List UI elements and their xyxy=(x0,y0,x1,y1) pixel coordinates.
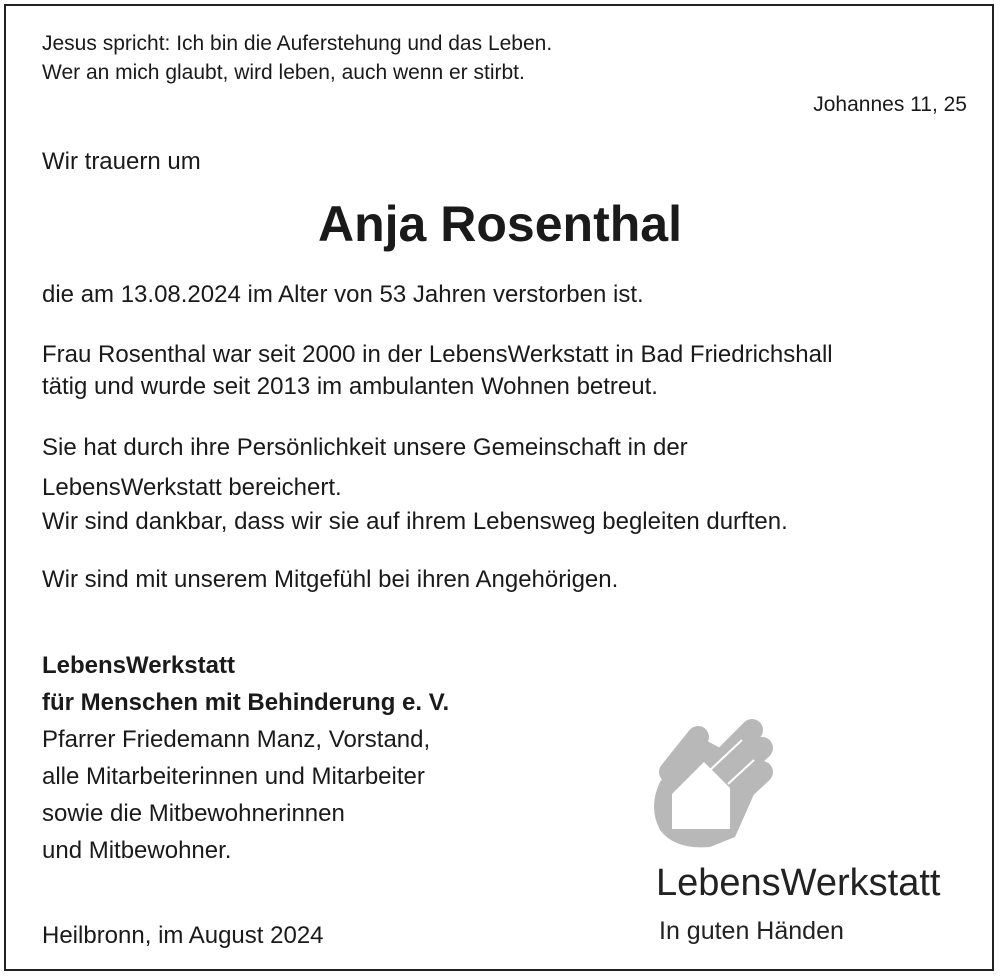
place-date: Heilbronn, im August 2024 xyxy=(42,922,324,949)
quote-line-1: Jesus spricht: Ich bin die Auferstehung und das Leben. xyxy=(42,32,553,55)
intro-text: Wir trauern um xyxy=(42,148,201,175)
paragraph-2-line-1: Frau Rosenthal war seit 2000 in der LebensWerkstatt in Bad Friedrichshall xyxy=(42,341,833,368)
paragraph-1-line-1: die am 13.08.2024 im Alter von 53 Jahren verstorben ist. xyxy=(42,281,644,308)
hand-house-logo-icon xyxy=(630,712,780,852)
signature-line-2: alle Mitarbeiterinnen und Mitarbeiter xyxy=(42,763,425,790)
logo-name: LebensWerkstatt xyxy=(656,862,941,904)
paragraph-3-line-2: LebensWerkstatt bereichert. xyxy=(42,474,342,501)
signature-line-3: sowie die Mitbewohnerinnen xyxy=(42,800,345,827)
quote-reference: Johannes 11, 25 xyxy=(813,93,967,116)
signature-line-1: Pfarrer Friedemann Manz, Vorstand, xyxy=(42,726,431,753)
signature-org-line-1: LebensWerkstatt xyxy=(42,652,235,679)
logo-tagline: In guten Händen xyxy=(659,917,844,945)
deceased-name: Anja Rosenthal xyxy=(318,196,682,252)
quote-line-2: Wer an mich glaubt, wird leben, auch wenn er stirbt. xyxy=(42,61,525,84)
signature-line-4: und Mitbewohner. xyxy=(42,837,232,864)
paragraph-3-line-3: Wir sind dankbar, dass wir sie auf ihrem Lebensweg begleiten durften. xyxy=(42,508,788,535)
paragraph-3-line-1: Sie hat durch ihre Persönlichkeit unsere Gemeinschaft in der xyxy=(42,434,688,461)
signature-org-line-2: für Menschen mit Behinderung e. V. xyxy=(42,689,450,716)
paragraph-4-line-1: Wir sind mit unserem Mitgefühl bei ihren Angehörigen. xyxy=(42,566,619,593)
paragraph-2-line-2: tätig und wurde seit 2013 im ambulanten Wohnen betreut. xyxy=(42,373,658,400)
